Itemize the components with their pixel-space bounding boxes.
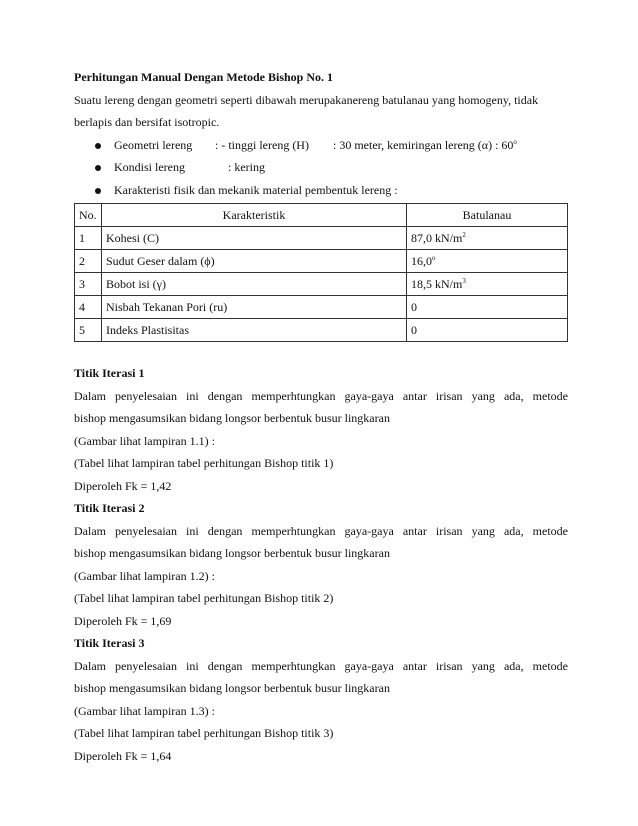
intro-line-2: berlapis dan bersifat isotropic. [74,115,220,129]
row-value-text: 0 [411,322,417,337]
row-no: 3 [75,273,102,296]
row-no: 1 [75,227,102,250]
bullet-karakteristik [74,179,568,202]
table-row [75,319,568,342]
iteration-gambar-ref: (Gambar lihat lampiran 1.3) : [74,703,215,718]
row-value [407,296,568,319]
bullet-list [74,134,568,202]
row-value [407,227,568,250]
row-name: Bobot isi (γ) [102,273,407,296]
row-no: 4 [75,296,102,319]
iteration-heading: Titik Iterasi 1 [74,366,145,380]
iteration-line-2: bishop mengasumsikan bidang longsor berbentuk busur lingkaran [74,681,390,695]
iteration-result: Diperoleh Fk = 1,64 [74,748,172,763]
header-karakteristik: Karakteristik [102,204,407,227]
iteration-result: Diperoleh Fk = 1,69 [74,613,172,628]
table-row [75,250,568,273]
header-batulanau: Batulanau [407,204,568,227]
iteration-line-2: bishop mengasumsikan bidang longsor berbentuk busur lingkaran [74,546,390,560]
iteration-section-3 [74,632,568,767]
bullet-geometri [74,134,568,157]
bullet-dot-icon [95,143,101,149]
iteration-tabel-ref: (Tabel lihat lampiran tabel perhitungan Bishop titik 3) [74,726,334,740]
geometri-degree-sup: o [513,137,517,146]
intro-line-1: Suatu lereng dengan geometri seperti dibawah merupakanereng batulanau yang homogeny, tidak [74,92,539,107]
geometri-label: Geometri lereng [114,137,193,152]
row-value-sup: o [432,253,436,262]
row-value-text: 87,0 kN/m [411,230,463,245]
karakteristik-text: Karakteristi fisik dan mekanik material pembentuk lereng : [114,182,398,197]
row-value [407,273,568,296]
table-row [75,273,568,296]
bullet-dot-icon [95,165,101,171]
iteration-tabel-ref: (Tabel lihat lampiran tabel perhitungan Bishop titik 2) [74,591,334,605]
header-no: No. [75,204,102,227]
bullet-dot-icon [95,188,101,194]
iteration-line-1: Dalam penyelesaian ini dengan memperhtungkan gaya-gaya antar irisan yang ada, metode [74,388,568,403]
iteration-section-2 [74,497,568,632]
document-page [74,66,568,767]
table-row [75,227,568,250]
row-no: 5 [75,319,102,342]
row-name: Nisbah Tekanan Pori (ru) [102,296,407,319]
iteration-heading: Titik Iterasi 3 [74,636,145,650]
material-properties-table [74,203,568,342]
geometri-value-b: : 30 meter, kemiringan lereng (α) : 60 [333,137,514,152]
table-header-row [75,204,568,227]
iteration-gambar-ref: (Gambar lihat lampiran 1.2) : [74,568,215,583]
row-name: Kohesi (C) [102,227,407,250]
bullet-kondisi [74,156,568,179]
iteration-line-1: Dalam penyelesaian ini dengan memperhtungkan gaya-gaya antar irisan yang ada, metode [74,523,568,538]
iteration-line-1: Dalam penyelesaian ini dengan memperhtungkan gaya-gaya antar irisan yang ada, metode [74,658,568,673]
row-value [407,250,568,273]
table-row [75,296,568,319]
geometri-value-a: : - tinggi lereng (H) [215,137,309,152]
iteration-gambar-ref: (Gambar lihat lampiran 1.1) : [74,433,215,448]
row-value-text: 16,0 [411,253,432,268]
row-name: Indeks Plastisitas [102,319,407,342]
row-value-text: 18,5 kN/m [411,276,463,291]
row-value-sup: 2 [462,230,466,239]
row-value-sup: 3 [462,276,466,285]
iteration-result: Diperoleh Fk = 1,42 [74,478,172,493]
row-value-text: 0 [411,299,417,314]
row-no: 2 [75,250,102,273]
iteration-section-1 [74,362,568,497]
kondisi-value: : kering [228,160,265,174]
iteration-tabel-ref: (Tabel lihat lampiran tabel perhitungan Bishop titik 1) [74,456,334,470]
row-name: Sudut Geser dalam (ϕ) [102,250,407,273]
kondisi-label: Kondisi lereng [114,160,185,174]
iteration-heading: Titik Iterasi 2 [74,501,145,515]
iteration-line-2: bishop mengasumsikan bidang longsor berbentuk busur lingkaran [74,411,390,425]
row-value [407,319,568,342]
document-title: Perhitungan Manual Dengan Metode Bishop No. 1 [74,70,334,84]
